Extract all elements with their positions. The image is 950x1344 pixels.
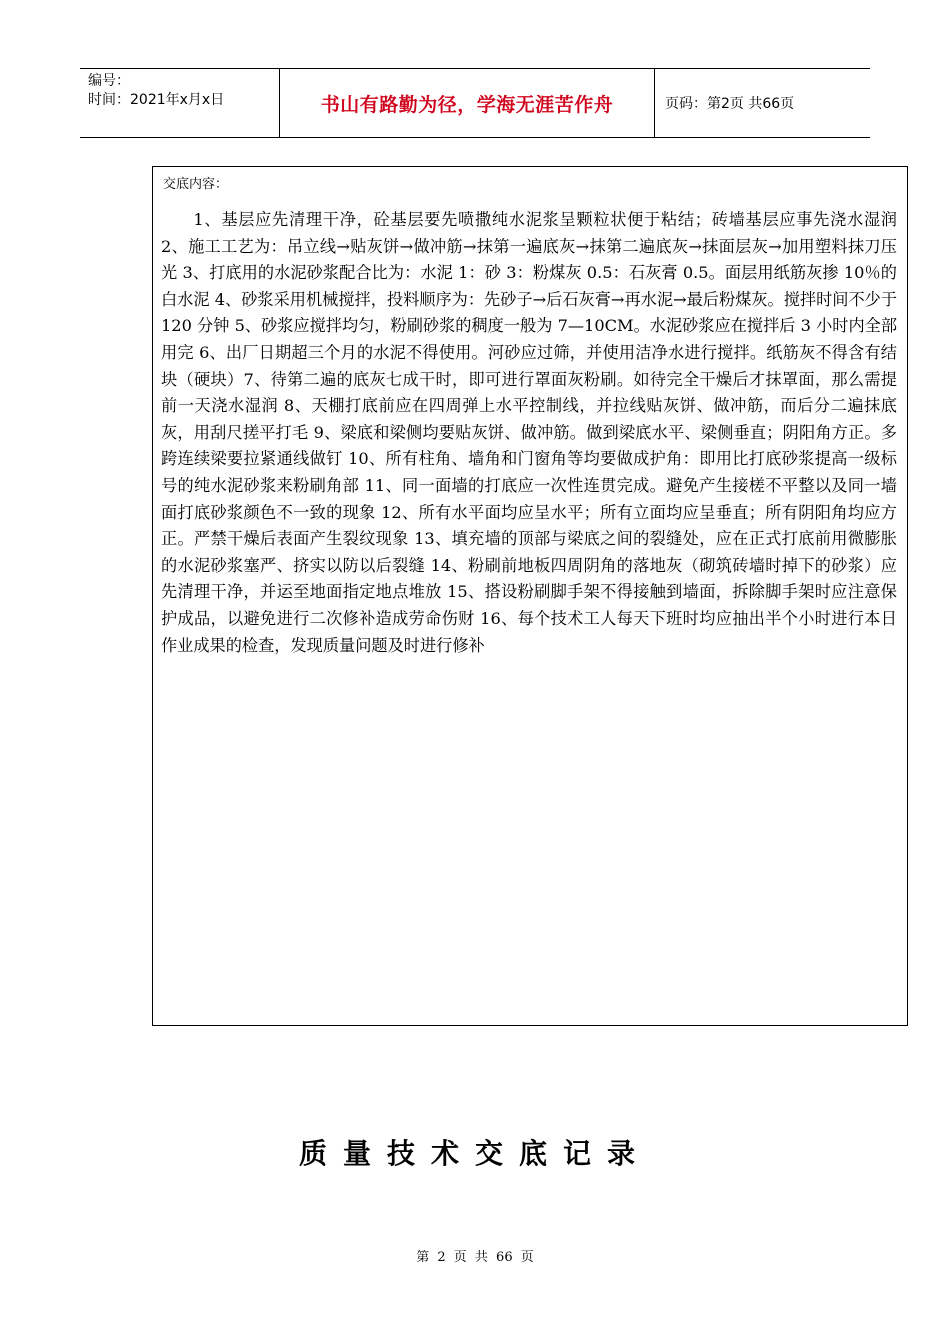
header-meta <box>80 69 280 137</box>
motto: 书山有路勤为径，学海无涯苦作舟 <box>280 69 655 137</box>
page-footer: 第 2 页 共 66 页 <box>416 1250 534 1265</box>
number-label: 编号： <box>88 73 130 89</box>
time-label: 时间：2021年x月x日 <box>88 92 225 108</box>
page-info: 页码：第2页 共66页 <box>665 96 795 112</box>
page-header <box>80 68 870 138</box>
content-body: 1、基层应先清理干净，砼基层要先喷撒纯水泥浆呈颗粒状便于粘结；砖墙基层应事先浇水湿润 2、施工工艺为：吊立线→贴灰饼→做冲筋→抹第一遍底灰→抹第二遍底灰→抹面层灰→加用塑料抹刀压光 3、打底用的水泥砂浆配合比为：水泥 1：砂 3：粉煤灰 0.5：石灰膏 0.5。面层用纸筋灰掺 10％的白水泥 4、砂浆采用机械搅拌，投料顺序为：先砂子→后石灰膏→再水泥→最后粉煤灰。搅拌时间不少于 120 分钟 5、砂浆应搅拌均匀，粉刷砂浆的稠度一般为 7—10CM。水泥砂浆应在搅拌后 3 小时内全部用完 6、出厂日期超三个月的水泥不得使用。河砂应过筛，并使用洁净水进行搅拌。纸筋灰不得含有结块（硬块）7、待第二遍的底灰七成干时，即可进行罩面灰粉刷。如待完全干燥后才抹罩面，那么需提前一天浇水湿润 8、天棚打底前应在四周弹上水平控制线，并拉线贴灰饼、做冲筋，而后分二遍抹底灰，用刮尺搓平打毛 9、梁底和梁侧均要贴灰饼、做冲筋。做到梁底水平、梁侧垂直；阴阳角方正。多跨连续梁要拉紧通线做钉 10、所有柱角、墙角和门窗角等均要做成护角：即用比打底砂浆提高一级标号的纯水泥砂浆来粉刷角部 11、同一面墙的打底应一次性连贯完成。避免产生接槎不平整以及同一墙面打底砂浆颜色不一致的现象 12、所有水平面均应呈水平；所有立面均应呈垂直；所有阴阳角均应方正。严禁干燥后表面产生裂纹现象 13、填充墙的顶部与梁底之间的裂缝处，应在正式打底前用微膨胀的水泥砂浆塞严、挤实以防以后裂缝 14、粉刷前地板四周阴角的落地灰（砌筑砖墙时掉下的砂浆）应先清理干净，并运至地面指定地点堆放 15、搭设粉刷脚手架不得接触到墙面，拆除脚手架时应注意保护成品，以避免进行二次修补造成劳命伤财 16、每个技术工人每天下班时均应抽出半个小时进行本日作业成果的检查，发现质量问题及时进行修补 <box>161 210 898 655</box>
content-label: 交底内容： <box>163 177 229 192</box>
document-title: 质量技术交底记录 <box>298 1137 651 1170</box>
content-box <box>152 166 908 1026</box>
